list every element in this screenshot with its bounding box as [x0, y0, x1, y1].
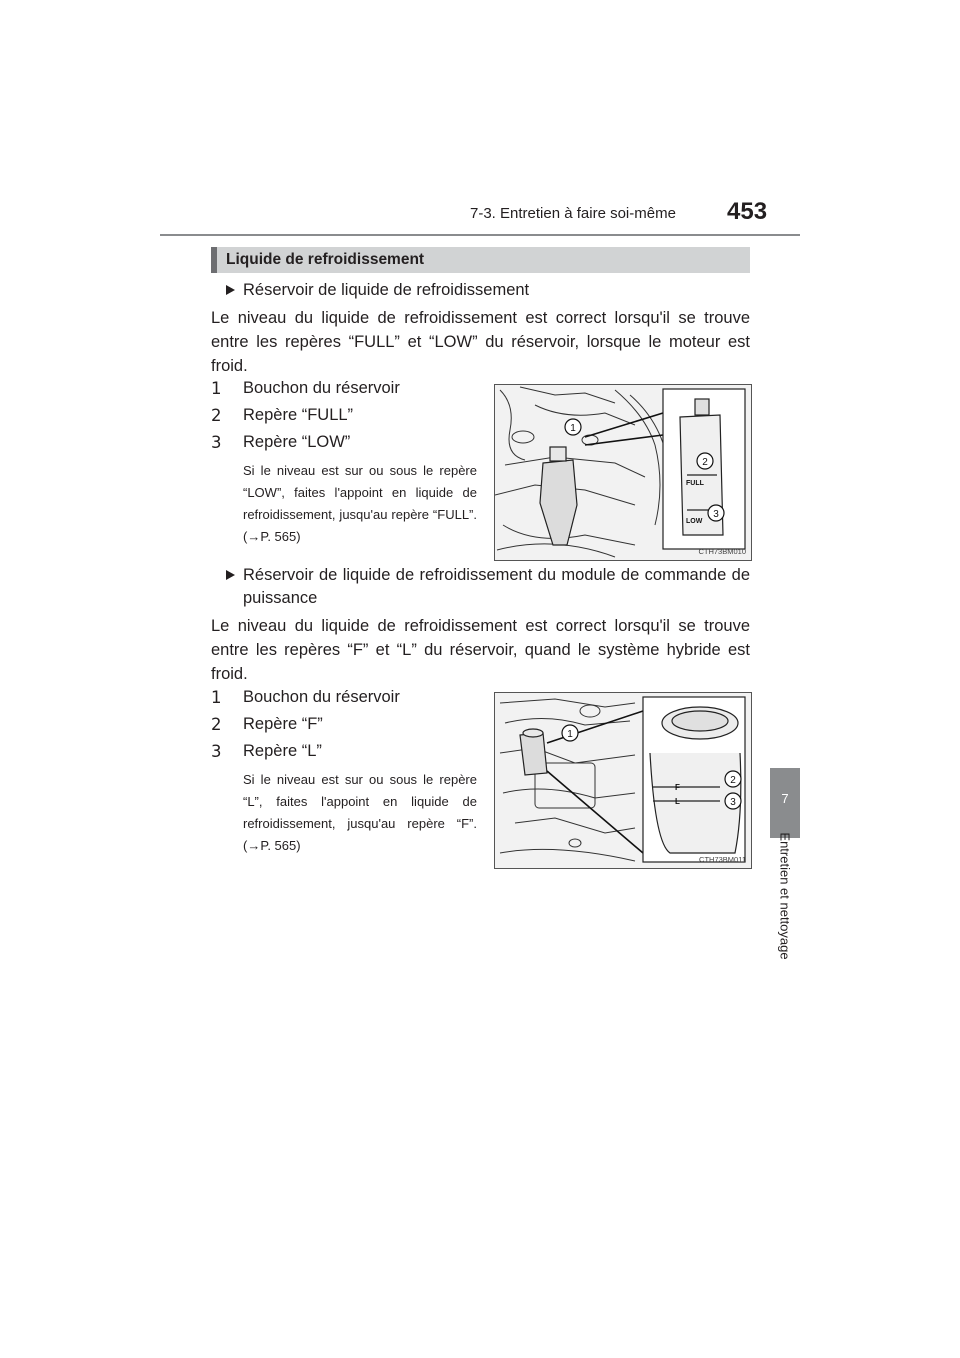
callout-1: 1	[570, 423, 576, 434]
chapter-tab-number: 7	[781, 791, 789, 806]
low-mark-label: LOW	[686, 518, 703, 525]
block1-heading-text: Réservoir de liquide de refroidissement	[243, 281, 530, 299]
callout-3: 3	[713, 509, 719, 520]
item-label: Repère “LOW”	[243, 433, 351, 451]
block2-note: Si le niveau est sur ou sous le repère “L”, faites l'appoint en liquide de refroidissement, jusqu'au repère “F”. (→P. 565)	[243, 772, 477, 853]
callout-number: 1	[211, 688, 222, 707]
page-number: 453	[727, 198, 768, 225]
item-label: Bouchon du réservoir	[243, 688, 400, 706]
item-label: Bouchon du réservoir	[243, 379, 400, 397]
full-mark-label: FULL	[686, 480, 704, 487]
f-mark-label: F	[675, 783, 680, 792]
callout-3: 3	[730, 797, 736, 808]
item-label: Repère “F”	[243, 715, 323, 733]
section-title-accent	[211, 247, 217, 273]
engine-bay-drawing-2	[495, 693, 751, 868]
coolant-reservoir-illustration	[494, 384, 752, 561]
callout-2: 2	[702, 457, 708, 468]
chapter-side-label-text: Entretien et nettoyage	[777, 832, 793, 960]
block2-heading	[226, 564, 750, 610]
triangle-bullet-icon	[226, 570, 235, 580]
running-header-section: 7-3. Entretien à faire soi-même	[470, 205, 676, 222]
power-control-coolant-illustration	[494, 692, 752, 869]
block1-note: Si le niveau est sur ou sous le repère “LOW”, faites l'appoint en liquide de refroidissement, jusqu'au repère “FULL”. (→P. 565)	[243, 463, 477, 544]
callout-number: 1	[211, 379, 222, 398]
figure-code: CTH73BM010	[698, 547, 746, 556]
callout-number: 3	[211, 433, 222, 452]
header-rule	[160, 234, 800, 236]
item-label: Repère “L”	[243, 742, 322, 760]
callout-number: 2	[211, 406, 222, 425]
chapter-side-label	[773, 834, 797, 959]
l-mark-label: L	[675, 797, 680, 806]
block2-heading-text: Réservoir de liquide de refroidissement du module de commande de puissance	[243, 566, 750, 607]
block1-body: Le niveau du liquide de refroidissement est correct lorsqu'il se trouve entre les repères “FULL” et “LOW” du réservoir, lorsque le moteur est froid.	[211, 309, 750, 375]
callout-1: 1	[567, 729, 573, 740]
block1-heading	[226, 279, 750, 302]
callout-number: 2	[211, 715, 222, 734]
triangle-bullet-icon	[226, 285, 235, 295]
callout-2: 2	[730, 775, 736, 786]
callout-number: 3	[211, 742, 222, 761]
figure-code: CTH73BM011	[699, 855, 746, 864]
block2-body: Le niveau du liquide de refroidissement est correct lorsqu'il se trouve entre les repères “F” et “L” du réservoir, quand le système hybride est froid.	[211, 617, 750, 683]
section-title: Liquide de refroidissement	[226, 251, 425, 268]
engine-bay-drawing	[495, 385, 751, 560]
item-label: Repère “FULL”	[243, 406, 354, 424]
